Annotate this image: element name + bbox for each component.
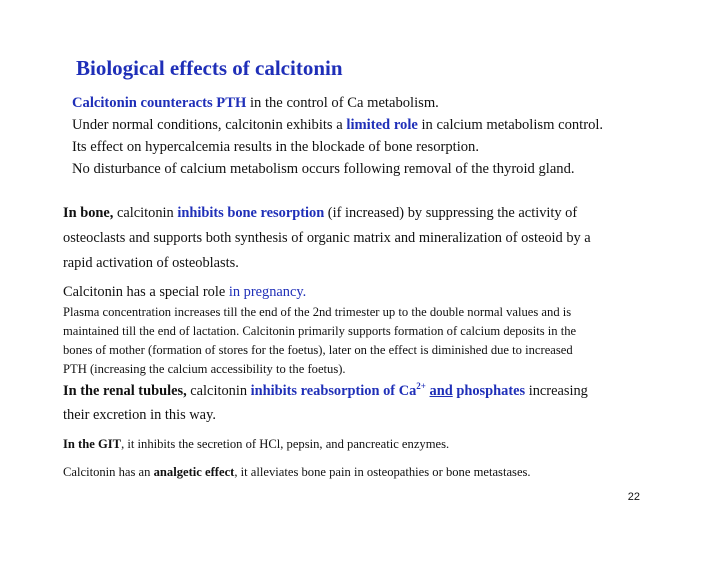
renal-text: calcitonin [186, 383, 251, 399]
pregnancy-line-4: PTH (increasing the calcium accessibility to the foetus). [63, 362, 346, 376]
renal-and: and [429, 383, 453, 399]
bone-text-end: (if increased) by suppressing the activity of [324, 205, 578, 221]
pregnancy-line-3: bones of mother (formation of stores for the foetus), later on the effect is diminished due to increased [63, 343, 573, 357]
pregnancy-heading [63, 284, 306, 301]
intro-line-4: No disturbance of calcium metabolism occurs following removal of the thyroid gland. [72, 161, 575, 177]
renal-text-end: increasing [525, 383, 588, 399]
renal-line-1 [63, 383, 588, 400]
renal-lead: In the renal tubules, [63, 383, 187, 399]
calcium-superscript: 2+ [416, 381, 426, 392]
analgetic-text: Calcitonin has an [63, 465, 154, 479]
slide-title: Biological effects of calcitonin [76, 56, 343, 80]
intro-line-2-highlight: limited role [346, 117, 418, 133]
intro-line-1-text: in the control of Ca metabolism. [246, 95, 439, 111]
git-lead: In the GIT [63, 437, 122, 451]
bone-highlight: inhibits bone resorption [177, 205, 325, 221]
pregnancy-highlight: in pregnancy. [228, 284, 307, 300]
intro-line-3: Its effect on hypercalcemia results in the blockade of bone resorption. [72, 139, 479, 155]
analgetic-line [63, 465, 531, 480]
pregnancy-lead: Calcitonin has a special role [63, 284, 229, 300]
renal-highlight-1 [251, 383, 526, 399]
intro-line-2 [72, 117, 603, 134]
analgetic-bold: analgetic effect [153, 465, 235, 479]
git-text: , it inhibits the secretion of HCl, pepsin, and pancreatic enzymes. [121, 437, 450, 451]
bone-line-3: rapid activation of osteoblasts. [63, 255, 239, 271]
intro-line-1-highlight: Calcitonin counteracts PTH [72, 95, 247, 111]
page-number: 22 [627, 491, 640, 503]
intro-line-1 [72, 95, 439, 112]
bone-line-1 [63, 205, 577, 222]
bone-lead: In bone, [63, 205, 114, 221]
bone-text: calcitonin [113, 205, 178, 221]
pregnancy-line-1: Plasma concentration increases till the end of the 2nd trimester up to the double normal values and is [63, 305, 572, 319]
git-line [63, 437, 449, 452]
bone-line-2: osteoclasts and supports both synthesis of organic matrix and mineralization of osteoid by a [63, 230, 591, 246]
intro-line-2-text: Under normal conditions, calcitonin exhibits a [72, 117, 347, 133]
renal-line-2: their excretion in this way. [63, 407, 216, 423]
intro-line-2-text-end: in calcium metabolism control. [417, 117, 604, 133]
renal-highlight-text: inhibits reabsorption of Ca [250, 383, 417, 399]
renal-highlight-2: phosphates [452, 383, 526, 399]
analgetic-text-end: , it alleviates bone pain in osteopathies or bone metastases. [234, 465, 531, 479]
pregnancy-line-2: maintained till the end of lactation. Calcitonin primarily supports formation of calcium deposits in the [63, 324, 577, 338]
